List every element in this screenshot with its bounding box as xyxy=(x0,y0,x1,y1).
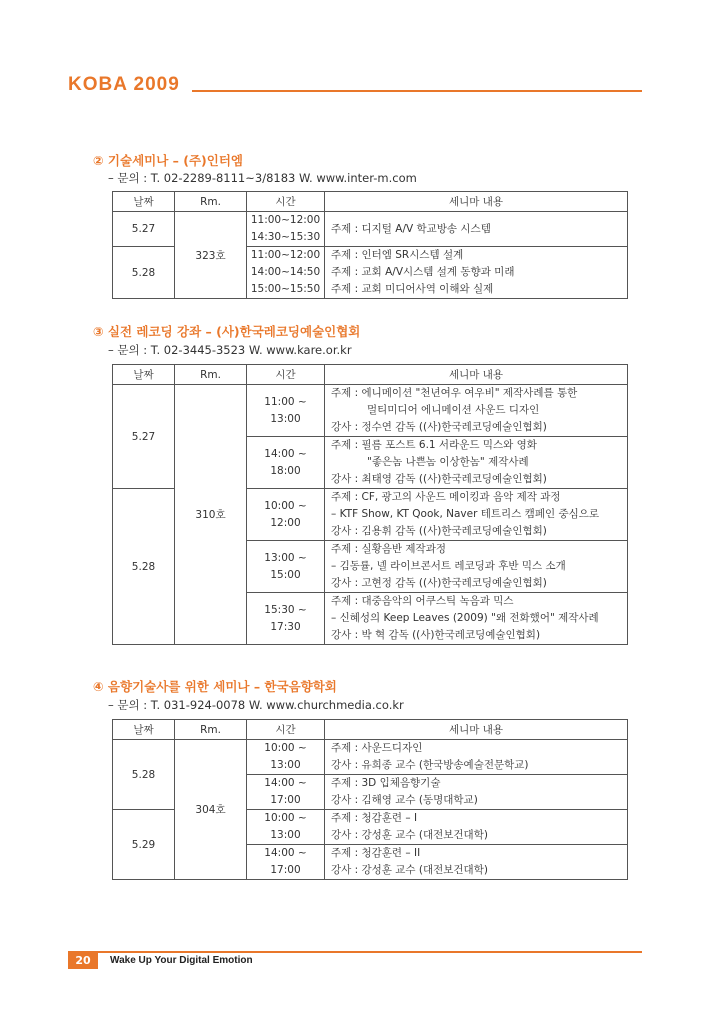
content-line: 주제 : 에니메이션 "천년여우 여우비" 제작사례를 통한 xyxy=(331,387,578,399)
col-header-content: 세니마 내용 xyxy=(325,365,628,385)
content-line: 주제 : 디지털 A/V 학교방송 시스템 xyxy=(331,222,491,235)
date-cell: 5.28 xyxy=(113,247,175,299)
content-line: 주제 : 3D 입체음향기술 xyxy=(331,777,441,789)
section-title-recording-course: ③ 실전 레코딩 강좌 – (사)한국레코딩예술인협회 xyxy=(93,324,361,339)
content-line: 강사 : 김용휘 감독 ((사)한국레코딩예술인협회) xyxy=(331,525,547,537)
col-header-room: Rm. xyxy=(175,192,247,212)
room-cell: 304호 xyxy=(175,740,247,880)
table-row xyxy=(113,212,628,247)
content-cell xyxy=(325,775,628,810)
footer-tagline: Wake Up Your Digital Emotion xyxy=(110,955,253,966)
content-cell xyxy=(325,740,628,775)
time-line: 17:00 xyxy=(270,794,301,806)
content-line: 주제 : 교회 미디어사역 이해와 실제 xyxy=(331,283,494,295)
time-line: 17:30 xyxy=(270,620,301,633)
section-title-tech-seminar: ② 기술세미나 – (주)인터엠 xyxy=(93,153,243,168)
time-line: 13:00 xyxy=(270,412,301,425)
content-cell xyxy=(325,212,628,247)
content-line: 강사 : 강성훈 교수 (대전보건대학) xyxy=(331,829,488,841)
content-cell xyxy=(325,810,628,845)
time-line: 14:30~15:30 xyxy=(250,231,321,243)
section-contact-acoustics-seminar: – 문의 : T. 031-924-0078 W. www.churchmedia.co.kr xyxy=(108,698,404,712)
time-line: 12:00 xyxy=(270,516,301,529)
footer-rule xyxy=(68,951,642,953)
content-line: 주제 : 청감훈련 – I xyxy=(331,812,418,824)
time-line: 15:30 ~ xyxy=(264,603,307,616)
section-contact-tech-seminar: – 문의 : T. 02-2289-8111~3/8183 W. www.inter-m.com xyxy=(108,171,417,185)
content-line: 주제 : 사운드디자인 xyxy=(331,742,423,754)
content-line: 강사 : 김해영 교수 (동명대학교) xyxy=(331,794,478,806)
time-cell xyxy=(247,740,325,775)
col-header-date: 날짜 xyxy=(113,192,175,212)
content-line: 강사 : 강성훈 교수 (대전보건대학) xyxy=(331,864,488,876)
content-line: "좋은놈 나쁜놈 이상한놈" 제작사례 xyxy=(367,456,529,468)
content-line: 주제 : 교회 A/V시스템 설계 동향과 미래 xyxy=(331,266,515,278)
content-line: 주제 : 필름 포스트 6.1 서라운드 믹스와 영화 xyxy=(331,439,537,451)
time-line: 10:00 ~ xyxy=(264,499,307,512)
content-cell xyxy=(325,385,628,437)
col-header-content: 세니마 내용 xyxy=(325,720,628,740)
time-line: 13:00 ~ xyxy=(264,551,307,564)
section-contact-recording-course: – 문의 : T. 02-3445-3523 W. www.kare.or.kr xyxy=(108,343,352,357)
time-line: 11:00~12:00 xyxy=(250,214,321,226)
content-cell xyxy=(325,845,628,880)
time-cell xyxy=(247,541,325,593)
time-line: 18:00 xyxy=(270,464,301,477)
time-cell xyxy=(247,489,325,541)
time-line: 10:00 ~ xyxy=(264,742,307,754)
content-line: 주제 : 대중음악의 어쿠스틱 녹음과 믹스 xyxy=(331,595,514,607)
page-number: 20 xyxy=(68,953,98,969)
time-line: 11:00~12:00 xyxy=(250,249,321,261)
schedule-table-tech-seminar xyxy=(112,191,628,299)
content-cell xyxy=(325,593,628,645)
room-cell: 323호 xyxy=(175,212,247,299)
content-line: 강사 : 유희종 교수 (한국방송예술전문학교) xyxy=(331,759,529,771)
date-cell: 5.28 xyxy=(113,489,175,645)
content-line: 강사 : 박 혁 감독 ((사)한국레코딩예술인협회) xyxy=(331,629,541,641)
date-cell: 5.28 xyxy=(113,740,175,810)
time-line: 14:00 ~ xyxy=(264,777,307,789)
content-cell xyxy=(325,437,628,489)
section-title-acoustics-seminar: ④ 음향기술사를 위한 세미나 – 한국음향학회 xyxy=(93,679,337,694)
col-header-date: 날짜 xyxy=(113,720,175,740)
date-cell: 5.27 xyxy=(113,212,175,247)
content-line: – 김동률, 넬 라이브콘서트 레코딩과 후반 믹스 소개 xyxy=(331,560,566,572)
time-line: 13:00 xyxy=(270,829,301,841)
content-line: – 신혜성의 Keep Leaves (2009) "왜 전화했어" 제작사례 xyxy=(331,612,599,624)
table-header-row xyxy=(113,720,628,740)
table-header-row xyxy=(113,365,628,385)
content-line: 주제 : CF, 광고의 사운드 메이킹과 음악 제작 과정 xyxy=(331,491,561,503)
content-cell xyxy=(325,247,628,299)
time-line: 10:00 ~ xyxy=(264,812,307,824)
time-cell xyxy=(247,593,325,645)
col-header-date: 날짜 xyxy=(113,365,175,385)
col-header-time: 시간 xyxy=(247,192,325,212)
date-cell: 5.29 xyxy=(113,810,175,880)
content-line: 강사 : 고현정 감독 ((사)한국레코딩예술인협회) xyxy=(331,577,547,589)
time-cell xyxy=(247,810,325,845)
content-line: 주제 : 인터엠 SR시스템 설계 xyxy=(331,249,464,261)
table-header-row xyxy=(113,192,628,212)
schedule-table-recording-course xyxy=(112,364,628,645)
time-line: 15:00~15:50 xyxy=(250,283,321,295)
time-line: 14:00 ~ xyxy=(264,847,307,859)
date-cell: 5.27 xyxy=(113,385,175,489)
time-line: 14:00 ~ xyxy=(264,447,307,460)
header-rule xyxy=(192,90,642,92)
table-row xyxy=(113,740,628,775)
table-row xyxy=(113,385,628,437)
time-line: 11:00 ~ xyxy=(264,395,307,408)
time-line: 15:00 xyxy=(270,568,301,581)
time-line: 14:00~14:50 xyxy=(250,266,321,278)
time-cell xyxy=(247,247,325,299)
col-header-room: Rm. xyxy=(175,720,247,740)
room-cell: 310호 xyxy=(175,385,247,645)
col-header-room: Rm. xyxy=(175,365,247,385)
content-cell xyxy=(325,489,628,541)
koba-logo: KOBA 2009 xyxy=(68,74,180,95)
col-header-time: 시간 xyxy=(247,720,325,740)
content-line: 주제 : 청감훈련 – II xyxy=(331,847,421,859)
schedule-table-acoustics-seminar xyxy=(112,719,628,880)
time-cell xyxy=(247,845,325,880)
content-line: 강사 : 최태영 감독 ((사)한국레코딩예술인협회) xyxy=(331,473,547,485)
content-line: 강사 : 정수연 감독 ((사)한국레코딩예술인협회) xyxy=(331,421,547,433)
time-line: 17:00 xyxy=(270,864,301,876)
time-cell xyxy=(247,775,325,810)
content-line: 주제 : 실황음반 제작과정 xyxy=(331,543,446,555)
time-line: 13:00 xyxy=(270,759,301,771)
content-cell xyxy=(325,541,628,593)
col-header-content: 세니마 내용 xyxy=(325,192,628,212)
col-header-time: 시간 xyxy=(247,365,325,385)
content-line: 멀티미디어 에니메이션 사운드 디자인 xyxy=(367,404,540,416)
time-cell xyxy=(247,437,325,489)
time-cell xyxy=(247,212,325,247)
content-line: – KTF Show, KT Qook, Naver 테트리스 캠페인 중심으로 xyxy=(331,508,600,520)
time-cell xyxy=(247,385,325,437)
